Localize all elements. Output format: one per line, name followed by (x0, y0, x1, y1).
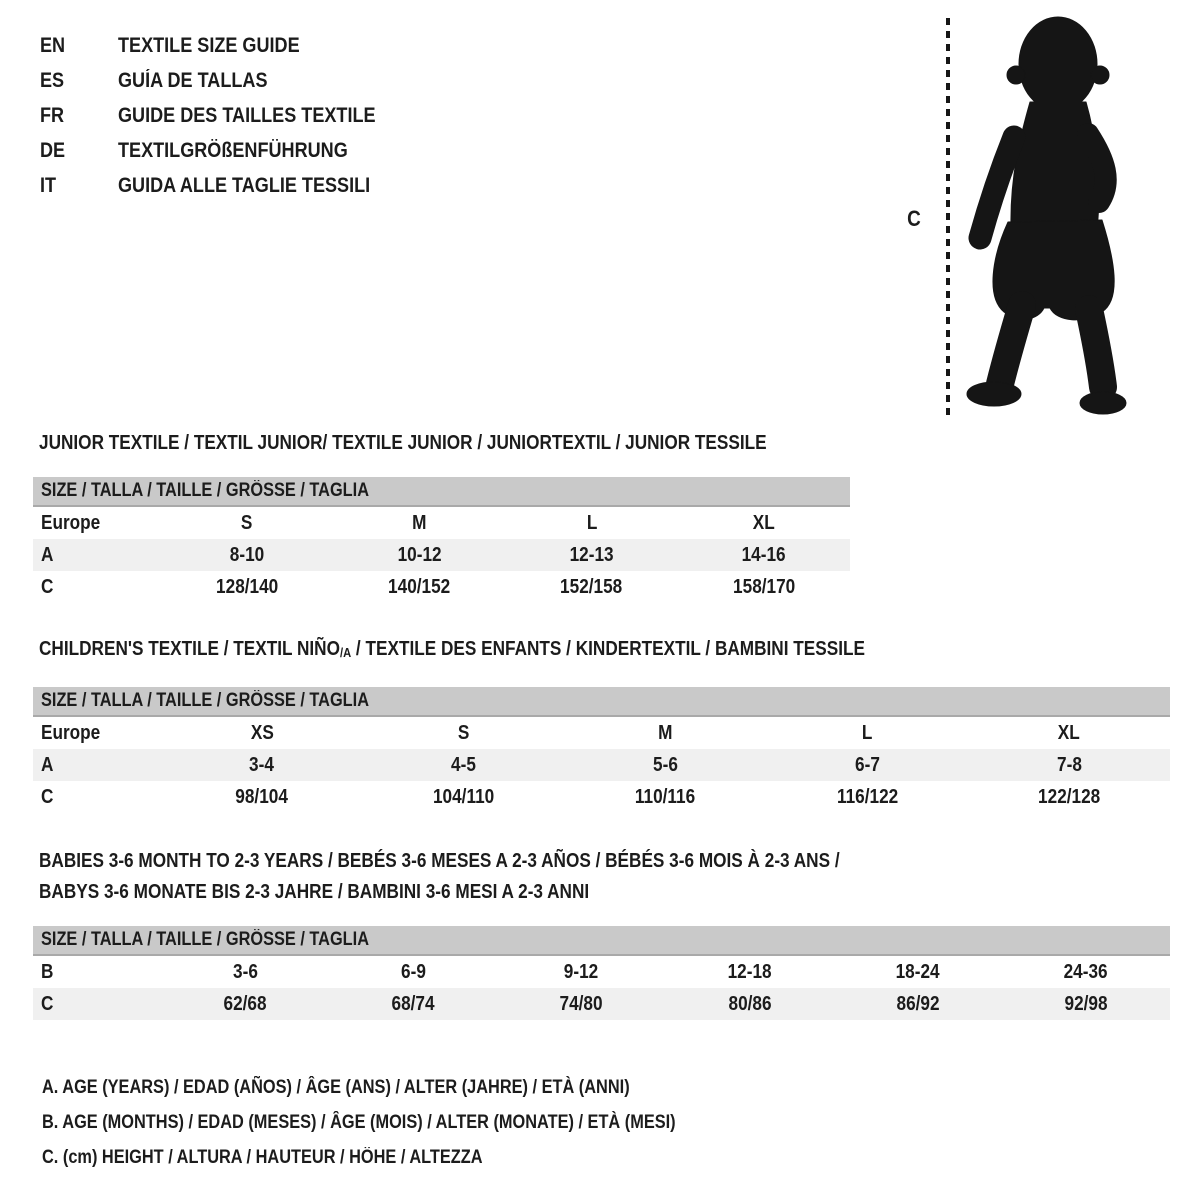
height-value: 116/122 (836, 785, 898, 808)
height-value: 92/98 (1064, 992, 1108, 1015)
language-code: IT (40, 173, 57, 197)
size-header-bar-junior: SIZE / TALLA / TAILLE / GRÖSSE / TAGLIA (33, 477, 850, 507)
size-value: S (241, 511, 253, 534)
size-value: S (457, 721, 470, 744)
row-label: B (41, 960, 54, 983)
table-row-height-cm (33, 988, 1170, 1020)
row-label: C (41, 575, 54, 598)
age-value: 5-6 (653, 753, 678, 776)
table-row-europe (33, 507, 850, 539)
height-value: 68/74 (391, 992, 435, 1015)
section-title-babies: BABIES 3-6 MONTH TO 2-3 YEARS / BEBÉS 3-6 MESES A 2-3 AÑOS / BÉBÉS 3-6 MOIS À 2-3 ANS / BABYS 3-6 MONATE BIS 2-3 JAHRE / BAMBINI 3-6 MESI A 2-3 ANNI (39, 850, 840, 903)
height-value: 140/152 (388, 575, 451, 598)
age-months-value: 12-18 (727, 960, 772, 983)
row-label: A (41, 753, 54, 776)
table-row-age-months (33, 956, 1170, 988)
guide-title-en: TEXTILE SIZE GUIDE (118, 33, 300, 57)
row-label: Europe (41, 511, 101, 534)
height-measure-label: C (907, 206, 921, 231)
age-value: 12-13 (569, 543, 614, 566)
guide-title-it: GUIDA ALLE TAGLIE TESSILI (118, 173, 371, 197)
section-junior-textile (33, 432, 850, 603)
language-row-de (40, 133, 417, 168)
age-value: 8-10 (229, 543, 265, 566)
table-row-europe (33, 717, 1170, 749)
height-value: 86/92 (896, 992, 940, 1015)
height-dashed-line-icon (946, 18, 950, 416)
nino-a-subscript: /A (339, 645, 352, 660)
language-row-fr (40, 98, 417, 133)
language-code: ES (40, 68, 65, 92)
guide-title-de: TEXTILGRÖßENFÜHRUNG (118, 138, 348, 162)
table-row-age-years (33, 749, 1170, 781)
table-row-height-cm (33, 571, 850, 603)
age-months-value: 9-12 (564, 960, 599, 983)
toddler-silhouette-icon (962, 12, 1140, 420)
measure-legend (42, 1070, 779, 1175)
age-value: 3-4 (249, 753, 275, 776)
size-value: XL (752, 511, 775, 534)
junior-size-table (33, 507, 850, 603)
size-header-bar-babies: SIZE / TALLA / TAILLE / GRÖSSE / TAGLIA (33, 926, 1170, 956)
language-row-it (40, 168, 417, 203)
age-value: 14-16 (741, 543, 786, 566)
age-months-value: 18-24 (895, 960, 940, 983)
height-value: 74/80 (559, 992, 603, 1015)
age-value: 7-8 (1056, 753, 1082, 776)
row-label: A (41, 543, 54, 566)
guide-title-es: GUÍA DE TALLAS (118, 68, 268, 92)
babies-size-table (33, 956, 1170, 1020)
age-months-value: 3-6 (232, 960, 258, 983)
legend-age-months: B. AGE (MONTHS) / EDAD (MESES) / ÂGE (MOIS) / ALTER (MONATE) / ETÀ (MESI) (42, 1112, 676, 1133)
height-value: 104/110 (433, 785, 495, 808)
language-row-es (40, 63, 417, 98)
language-row-en (40, 28, 417, 63)
language-code: FR (40, 103, 65, 127)
row-label: Europe (41, 721, 101, 744)
height-value: 152/158 (560, 575, 623, 598)
height-value: 98/104 (235, 785, 289, 808)
size-value: M (412, 511, 427, 534)
table-row-age-years (33, 539, 850, 571)
height-value: 122/128 (1037, 785, 1101, 808)
size-value: XS (250, 721, 274, 744)
language-title-list (40, 28, 417, 203)
section-babies-textile (33, 846, 1170, 1020)
table-row-height-cm (33, 781, 1170, 813)
age-months-value: 24-36 (1063, 960, 1108, 983)
age-value: 10-12 (397, 543, 442, 566)
row-label: C (41, 992, 54, 1015)
height-value: 62/68 (223, 992, 267, 1015)
legend-age-years: A. AGE (YEARS) / EDAD (AÑOS) / ÂGE (ANS) / ALTER (JAHRE) / ETÀ (ANNI) (42, 1077, 630, 1098)
age-value: 6-7 (854, 753, 880, 776)
legend-height-cm: C. (cm) HEIGHT / ALTURA / HAUTEUR / HÖHE / ALTEZZA (42, 1147, 483, 1168)
children-size-table (33, 717, 1170, 813)
size-value: L (862, 721, 873, 744)
section-title-children: CHILDREN'S TEXTILE / TEXTIL NIÑO/A / TEXTILE DES ENFANTS / KINDERTEXTIL / BAMBINI TESSILE (39, 638, 865, 660)
size-value: L (586, 511, 597, 534)
height-value: 158/170 (732, 575, 795, 598)
height-value: 128/140 (216, 575, 279, 598)
age-months-value: 6-9 (400, 960, 426, 983)
height-value: 110/116 (635, 785, 696, 808)
language-code: DE (40, 138, 66, 162)
height-value: 80/86 (728, 992, 772, 1015)
age-value: 4-5 (451, 753, 477, 776)
size-header-bar-children: SIZE / TALLA / TAILLE / GRÖSSE / TAGLIA (33, 687, 1170, 717)
guide-title-fr: GUIDE DES TAILLES TEXTILE (118, 103, 376, 127)
section-title-junior: JUNIOR TEXTILE / TEXTIL JUNIOR/ TEXTILE JUNIOR / JUNIORTEXTIL / JUNIOR TESSILE (39, 432, 767, 454)
size-value: M (658, 721, 673, 744)
section-children-textile (33, 638, 1170, 813)
size-value: XL (1058, 721, 1081, 744)
row-label: C (41, 785, 54, 808)
language-code: EN (40, 33, 66, 57)
